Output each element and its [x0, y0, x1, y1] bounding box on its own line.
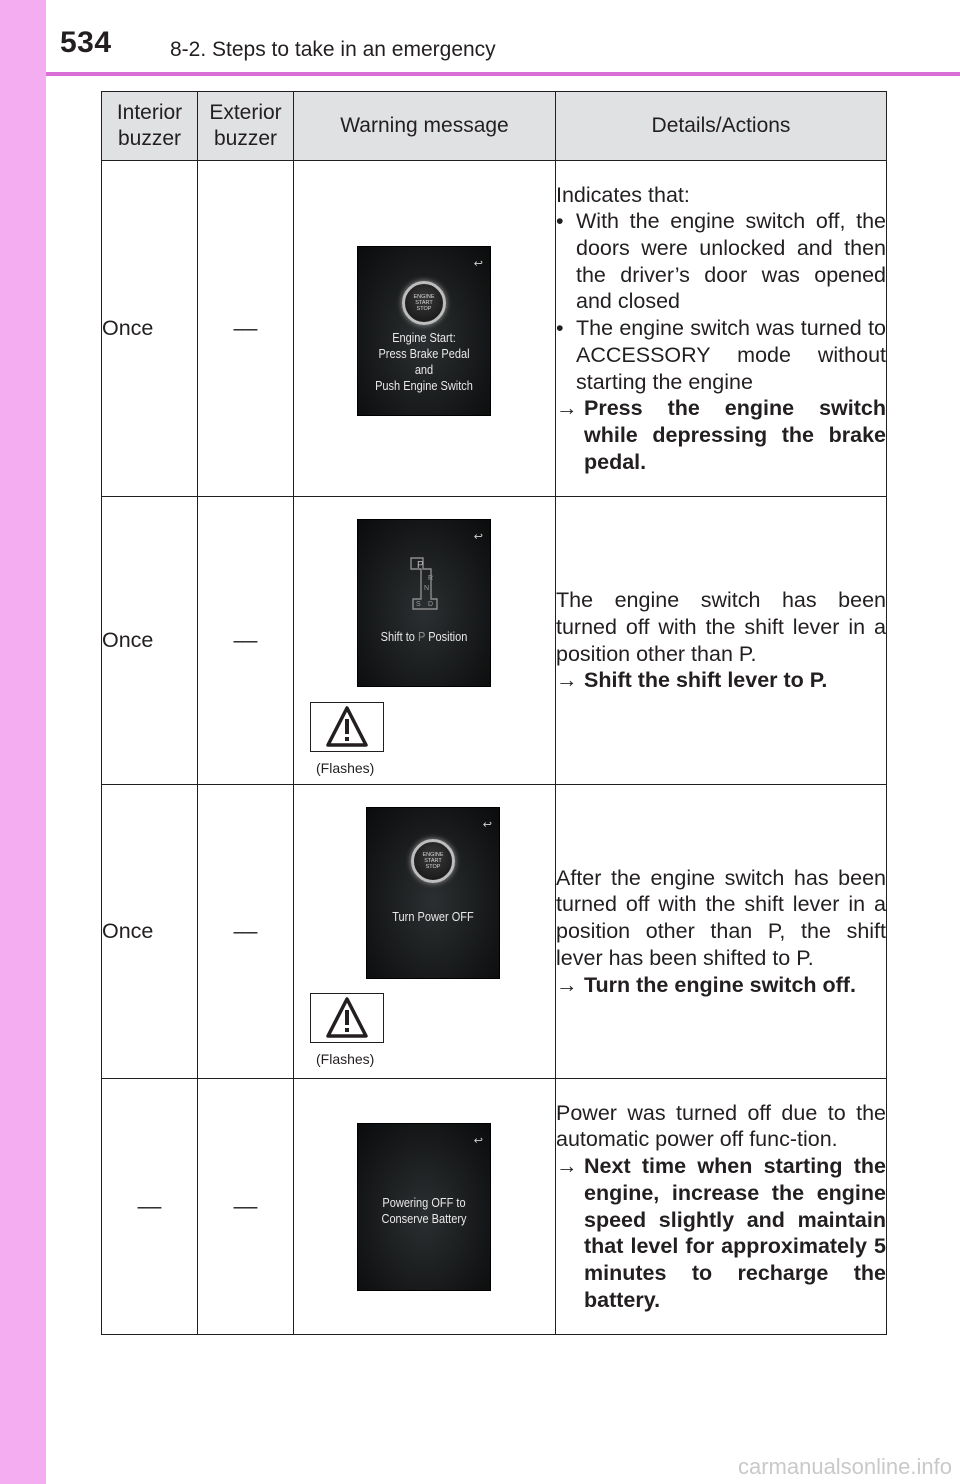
- exterior-buzzer-cell: ––: [198, 161, 294, 497]
- details-text: After the engine switch has been turned off with the shift lever in a position other than P, the shift lever has been shifted to P.: [556, 865, 886, 970]
- details-text: Power was turned off due to the automatic power off func-tion.: [556, 1100, 886, 1152]
- section-title: 8-2. Steps to take in an emergency: [170, 38, 496, 61]
- warning-triangle-icon: [311, 703, 383, 751]
- gate-label: R: [428, 575, 434, 582]
- column-header-exterior-buzzer: Exterior buzzer: [198, 92, 294, 161]
- details-action: → Next time when starting the engine, increase the engine speed slightly and maintain that level for approximately 5 minutes to recharge the battery.: [556, 1154, 886, 1312]
- details-cell: [556, 497, 887, 785]
- warning-light: [310, 702, 384, 752]
- interior-buzzer-cell: Once: [102, 161, 198, 497]
- warning-message-cell: [294, 161, 556, 497]
- table-row: [102, 1079, 887, 1335]
- details-cell: [556, 161, 887, 497]
- start-button-icon: ENGINE START STOP: [411, 839, 455, 883]
- page-number: 534: [60, 26, 112, 59]
- details-action: → Press the engine switch while depressing the brake pedal.: [556, 396, 886, 474]
- display-screen-engine-start: [357, 246, 491, 416]
- display-screen-shift-to-p: [357, 519, 491, 687]
- display-screen-powering-off: [357, 1123, 491, 1291]
- chapter-sidebar-tab: [0, 0, 46, 1484]
- exterior-buzzer-cell: ––: [198, 1079, 294, 1335]
- warning-triangle-icon: [311, 994, 383, 1042]
- details-bullet: • With the engine switch off, the doors were unlocked and then the driver’s door was opened and closed: [556, 209, 886, 314]
- back-icon: ↩: [482, 819, 492, 831]
- flashes-label: (Flashes): [316, 760, 375, 776]
- table-row: [102, 497, 887, 785]
- column-header-warning-message: Warning message: [294, 92, 556, 161]
- back-icon: ↩: [473, 258, 483, 270]
- gate-label: S: [416, 601, 421, 608]
- interior-buzzer-cell: ––: [102, 1079, 198, 1335]
- column-header-details-actions: Details/Actions: [556, 92, 887, 161]
- screen-message: Engine Start: Press Brake Pedal and Push Engine Switch: [375, 331, 473, 393]
- warning-message-cell: [294, 1079, 556, 1335]
- footer-watermark: carmanualsonline.info: [737, 1454, 952, 1479]
- interior-buzzer-cell: Once: [102, 785, 198, 1079]
- details-cell: [556, 1079, 887, 1335]
- interior-buzzer-cell: Once: [102, 497, 198, 785]
- exterior-buzzer-cell: ––: [198, 497, 294, 785]
- details-intro: Indicates that:: [556, 182, 690, 207]
- flashes-label: (Flashes): [316, 1051, 375, 1067]
- header-rule: [46, 72, 960, 76]
- details-action: → Shift the shift lever to P.: [556, 668, 828, 693]
- back-icon: ↩: [473, 1135, 483, 1147]
- details-text: The engine switch has been turned off with the shift lever in a position other than P.: [556, 588, 886, 666]
- details-action: → Turn the engine switch off.: [556, 972, 856, 997]
- table-header-row: [102, 92, 887, 161]
- gate-label: D: [428, 601, 434, 608]
- exterior-buzzer-cell: ––: [198, 785, 294, 1079]
- screen-message: Turn Power OFF: [392, 910, 474, 924]
- back-icon: ↩: [473, 531, 483, 543]
- gate-label: N: [424, 585, 430, 592]
- display-screen-turn-power-off: [366, 807, 500, 979]
- table-row: [102, 785, 887, 1079]
- screen-message: Shift to P Position: [380, 630, 468, 644]
- warning-light: [310, 993, 384, 1043]
- column-header-interior-buzzer: Interior buzzer: [102, 92, 198, 161]
- warning-message-cell: [294, 785, 556, 1079]
- shift-gate-icon: [407, 555, 447, 615]
- screen-message: Powering OFF to Conserve Battery: [381, 1196, 467, 1226]
- details-bullet: • The engine switch was turned to ACCESSORY mode without starting the engine: [556, 316, 886, 394]
- details-cell: [556, 785, 887, 1079]
- start-button-icon: ENGINE START STOP: [402, 281, 446, 325]
- table-row: [102, 161, 887, 497]
- warning-table: [101, 91, 887, 1335]
- warning-message-cell: [294, 497, 556, 785]
- gate-label: P: [417, 560, 424, 571]
